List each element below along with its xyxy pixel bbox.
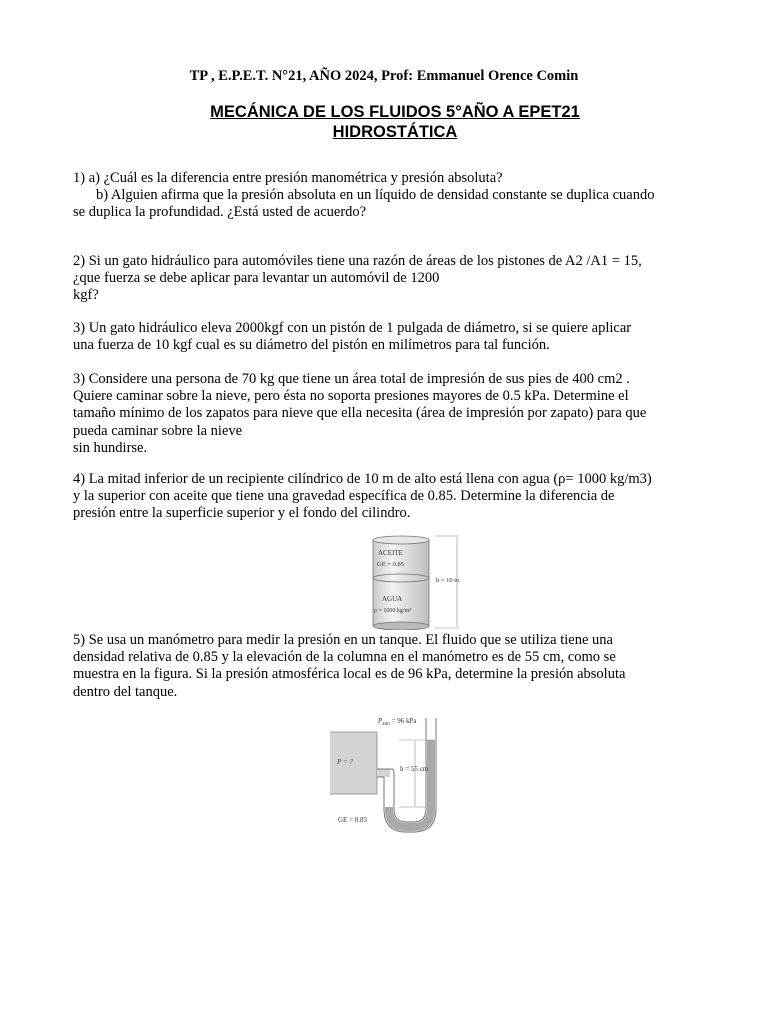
question-4 bbox=[73, 471, 703, 523]
question-4-line1: 4) La mitad inferior de un recipiente cilíndrico de 10 m de alto está llena con agua (ρ= 1000 kg/m3) bbox=[73, 471, 652, 487]
oil-label: ACEITE bbox=[378, 549, 403, 557]
question-2-line3: kgf? bbox=[73, 287, 99, 304]
question-1b-line2: se duplica la profundidad. ¿Está usted de acuerdo? bbox=[73, 204, 367, 221]
title-line-1: MECÁNICA DE LOS FLUIDOS 5°AÑO A EPET21 bbox=[210, 103, 580, 121]
question-3a-line2: una fuerza de 10 kgf cual es su diámetro del pistón en milímetros para tal función. bbox=[73, 337, 550, 354]
title-line-2: HIDROSTÁTICA bbox=[332, 123, 458, 141]
question-5-line2: densidad relativa de 0.85 y la elevación de la columna en el manómetro es de 55 cm, como se bbox=[73, 649, 616, 666]
connecting-pipe bbox=[377, 769, 390, 777]
question-5-line3: muestra en la figura. Si la presión atmosférica local es de 96 kPa, determine la presión absoluta bbox=[73, 666, 626, 683]
question-3b-line3: tamaño mínimo de los zapatos para nieve que ella necesita (área de impresión por zapato) para que bbox=[73, 405, 647, 422]
question-3b bbox=[73, 371, 703, 457]
question-2-line1: 2) Si un gato hidráulico para automóviles tiene una razón de áreas de los pistones de A2 /A1 = 15, bbox=[73, 253, 642, 269]
question-3b-line4: pueda caminar sobre la nieve bbox=[73, 422, 243, 439]
question-5 bbox=[73, 632, 703, 701]
height-label: h = 55 cm bbox=[400, 765, 429, 773]
question-5-line1: 5) Se usa un manómetro para medir la presión en un tanque. El fluido que se utiliza tiene una bbox=[73, 632, 613, 648]
question-3a-line1: 3) Un gato hidráulico eleva 2000kgf con un pistón de 1 pulgada de diámetro, si se quiere aplicar bbox=[73, 320, 632, 336]
question-1a: 1) a) ¿Cuál es la diferencia entre presión manométrica y presión absoluta? bbox=[73, 170, 503, 186]
question-4-line2: y la superior con aceite que tiene una gravedad específica de 0.85. Determine la diferencia de bbox=[73, 488, 615, 505]
question-2 bbox=[73, 253, 703, 305]
question-3b-line5: sin hundirse. bbox=[73, 439, 148, 456]
manometer-figure bbox=[330, 712, 470, 837]
height-label: h = 10 m bbox=[436, 577, 460, 584]
manometer-fluid bbox=[385, 740, 435, 831]
header-line: TP , E.P.E.T. N°21, AÑO 2024, Prof: Emmanuel Orence Comin bbox=[189, 68, 579, 84]
water-label: AGUA bbox=[382, 595, 403, 603]
question-3a bbox=[73, 320, 703, 354]
question-4-line3: presión entre la superficie superior y el fondo del cilindro. bbox=[73, 505, 411, 522]
cylinder-bottom bbox=[373, 622, 429, 630]
oil-ge-label: GE = 0.85 bbox=[377, 561, 404, 568]
cylinder-figure bbox=[365, 532, 475, 630]
tank-pressure-label: P = ? bbox=[337, 758, 353, 766]
water-density-label: ρ = 1000 kg/m³ bbox=[374, 608, 412, 614]
question-2-line2: ¿que fuerza se debe aplicar para levantar un automóvil de 1200 bbox=[73, 270, 440, 287]
question-3b-line2: Quiere caminar sobre la nieve, pero ésta no soporta presiones mayores de 0.5 kPa. Determine el bbox=[73, 388, 629, 405]
cylinder-top bbox=[373, 536, 429, 544]
question-1b-line1: b) Alguien afirma que la presión absoluta en un líquido de densidad constante se duplica cuando bbox=[96, 187, 655, 204]
atmospheric-pressure-label: $P_{atm} = 96$ kPa bbox=[378, 717, 417, 727]
manometer-fluid-ge-label: GE = 0.85 bbox=[338, 816, 368, 824]
document-title bbox=[0, 102, 768, 142]
question-1 bbox=[73, 170, 703, 222]
question-3b-line1: 3) Considere una persona de 70 kg que tiene un área total de impresión de sus pies de 400 cm2 . bbox=[73, 371, 630, 387]
question-5-line4: dentro del tanque. bbox=[73, 683, 178, 700]
